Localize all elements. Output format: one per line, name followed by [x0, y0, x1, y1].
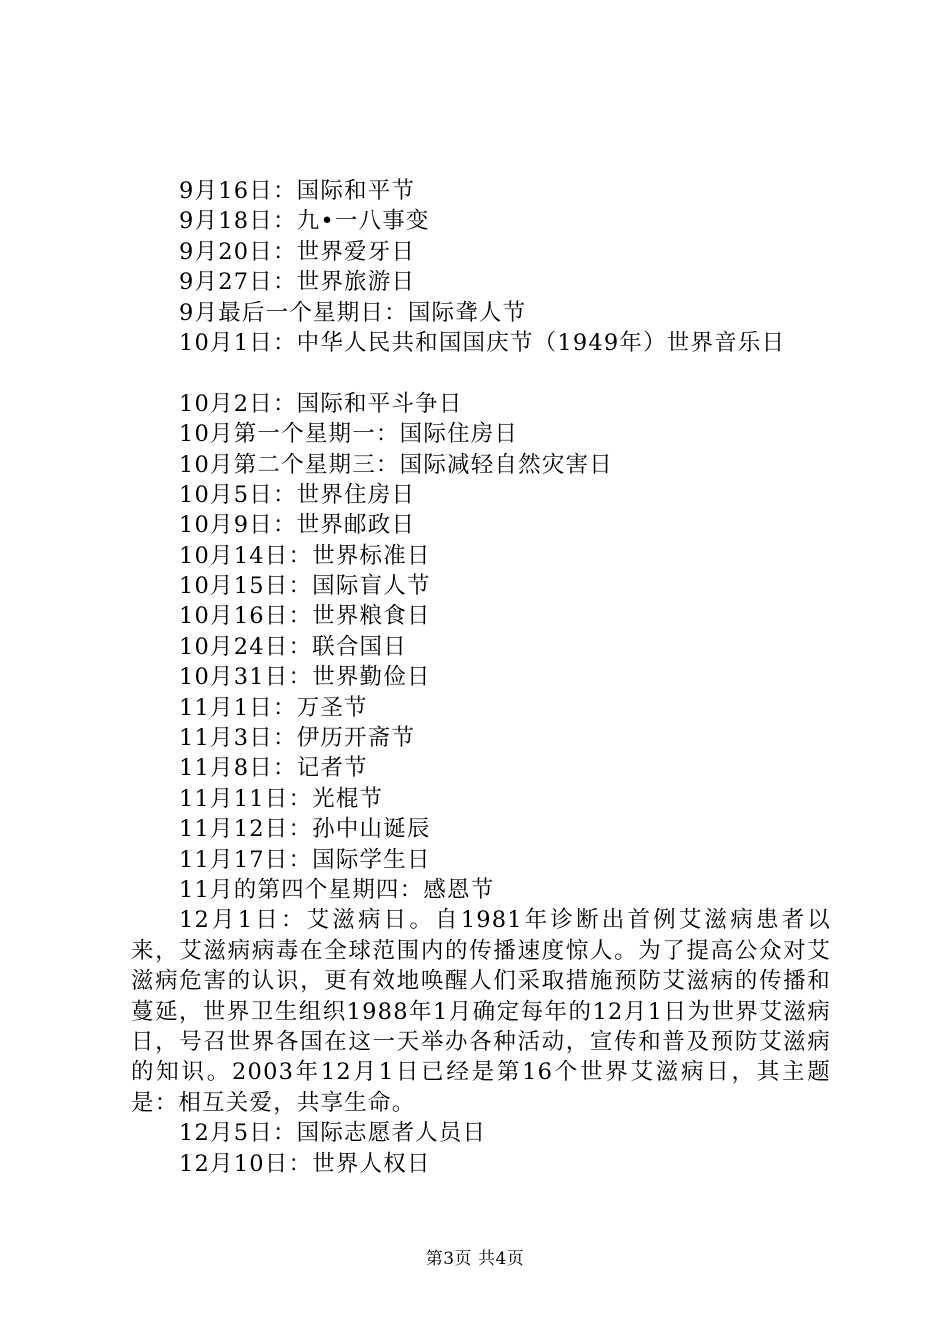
- holiday-line: 11月11日：光棍节: [179, 785, 384, 812]
- holiday-line: 11月1日：万圣节: [179, 694, 368, 721]
- holiday-line: 10月1日：中华人民共和国国庆节（1949年）世界音乐日: [179, 329, 786, 356]
- holiday-line: 10月14日：世界标准日: [179, 542, 431, 569]
- holiday-line: 9月27日：世界旅游日: [179, 269, 416, 296]
- holiday-line: 10月第二个星期三：国际减轻自然灾害日: [179, 451, 613, 478]
- blank-line: [131, 358, 831, 388]
- holiday-line: 9月18日：九•一八事变: [179, 208, 430, 235]
- holiday-line: 11月8日：记者节: [179, 755, 368, 782]
- holiday-line: 10月15日：国际盲人节: [179, 573, 431, 600]
- holiday-line: 11月12日：孙中山诞辰: [179, 816, 431, 843]
- holiday-line: 10月5日：世界住房日: [179, 481, 416, 508]
- page-footer: 第3页 共4页: [425, 1249, 525, 1269]
- holiday-line: 9月20日：世界爱牙日: [179, 238, 416, 265]
- aids-day-paragraph: 12月1日：艾滋病日。自1981年诊断出首例艾滋病患者以来，艾滋病病毒在全球范围内的传播速度惊人。为了提高公众对艾滋病危害的认识，更有效地唤醒人们采取措施预防艾滋病的传播和蔓延，世界卫生组织1988年1月确定每年的12月1日为世界艾滋病日，号召世界各国在这一天举办各种活动，宣传和普及预防艾滋病的知识。2003年12月1日已经是第16个世界艾滋病日，其主题是：相互关爱，共享生命。: [131, 907, 831, 1116]
- holiday-line: 10月31日：世界勤俭日: [179, 664, 431, 691]
- holiday-line: 12月10日：世界人权日: [179, 1150, 431, 1177]
- holiday-line: 10月2日：国际和平斗争日: [179, 390, 463, 417]
- holiday-line: 11月17日：国际学生日: [179, 846, 431, 873]
- holiday-line: 10月第一个星期一：国际住房日: [179, 421, 519, 448]
- holiday-line: 11月的第四个星期四：感恩节: [179, 876, 495, 903]
- document-body: [131, 176, 831, 1179]
- holiday-line: 11月3日：伊历开斋节: [179, 725, 416, 752]
- holiday-line: 10月24日：联合国日: [179, 633, 407, 660]
- holiday-line: 10月9日：世界邮政日: [179, 512, 416, 539]
- holiday-line: 12月5日：国际志愿者人员日: [179, 1120, 487, 1147]
- holiday-line: 10月16日：世界粮食日: [179, 603, 431, 630]
- holiday-line: 9月最后一个星期日：国际聋人节: [179, 299, 527, 326]
- holiday-line: 9月16日：国际和平节: [179, 178, 416, 204]
